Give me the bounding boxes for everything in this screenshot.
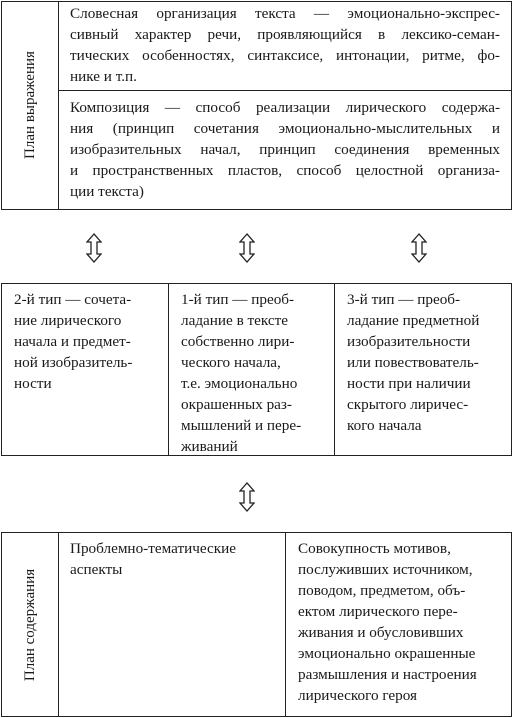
text-line: изобразительности — [347, 333, 471, 350]
text-line: начала и предмет- — [14, 333, 131, 350]
text-line: 3-й тип — преоб- — [347, 291, 461, 308]
text-line: лирического героя — [298, 687, 418, 704]
type-3-cell — [347, 289, 509, 436]
text-line: скрытого лиричес- — [347, 396, 469, 413]
motives-cell — [298, 538, 510, 706]
text-line: тических особенностях, синтаксисе, интонации, ритме, фо- — [70, 47, 500, 64]
text-line: или повествователь- — [347, 354, 479, 371]
text-line: ектом лирического пере- — [298, 603, 458, 620]
text-line: Совокупность мотивов, — [298, 540, 451, 557]
expression-plan-label: План выражения — [22, 51, 38, 159]
double-vertical-arrow-icon — [411, 233, 427, 263]
double-vertical-arrow-icon — [86, 233, 102, 263]
text-line: Композиция — способ реализации лирического содержа- — [70, 99, 500, 116]
content-plan-divider-2 — [285, 532, 286, 717]
double-vertical-arrow-icon — [239, 482, 255, 512]
types-divider-1 — [168, 283, 169, 456]
text-line: кого начала — [347, 417, 422, 434]
text-line: ладание предметной — [347, 312, 480, 329]
text-line: сивный характер речи, проявляющийся в лексико-семан- — [70, 26, 500, 43]
text-line: ческого начала, — [181, 354, 281, 371]
text-line: ладание в тексте — [181, 312, 289, 329]
types-divider-2 — [334, 283, 335, 456]
text-line: поводом, предметом, объ- — [298, 582, 466, 599]
text-line: т.е. эмоционально — [181, 375, 298, 392]
text-line: окрашенных раз- — [181, 396, 292, 413]
type-2-cell — [14, 289, 164, 394]
verbal-organization-text — [70, 3, 500, 87]
text-line: ности — [14, 375, 52, 392]
type-1-cell — [181, 289, 331, 457]
text-line: мышлений и пере- — [181, 417, 302, 434]
text-line: послуживших источником, — [298, 561, 473, 578]
text-line: ной изобразитель- — [14, 354, 133, 371]
text-line: ции текста) — [70, 183, 144, 200]
text-line: изобразительных начал, принцип соединения временных — [70, 141, 500, 158]
expression-plan-divider — [58, 1, 59, 210]
text-line: 1-й тип — преоб- — [181, 291, 295, 308]
text-line: живаний — [181, 438, 238, 455]
text-line: эмоционально окрашенные — [298, 645, 476, 662]
text-line: размышления и настроения — [298, 666, 477, 683]
text-line: и пространственных пластов, способ целостной организа- — [70, 162, 500, 179]
text-line: 2-й тип — сочета- — [14, 291, 132, 308]
double-vertical-arrow-icon — [239, 233, 255, 263]
text-line: живания и обусловивших — [298, 624, 464, 641]
text-line: Проблемно-тематические — [70, 540, 236, 557]
text-line: собственно лири- — [181, 333, 295, 350]
text-line: аспекты — [70, 561, 123, 578]
text-line: Словесная организация текста — эмоционально-экспрес- — [70, 5, 500, 22]
text-line: ние лирического — [14, 312, 122, 329]
content-plan-divider-1 — [58, 532, 59, 717]
composition-text — [70, 97, 500, 202]
thematic-aspects-cell — [70, 538, 282, 580]
text-line: ности при наличии — [347, 375, 471, 392]
text-line: ния (принцип сочетания эмоционально-мыслительных и — [70, 120, 500, 137]
text-line: нике и т.п. — [70, 68, 137, 85]
expression-plan-row-divider — [58, 90, 512, 91]
content-plan-label: План содержания — [22, 568, 38, 682]
